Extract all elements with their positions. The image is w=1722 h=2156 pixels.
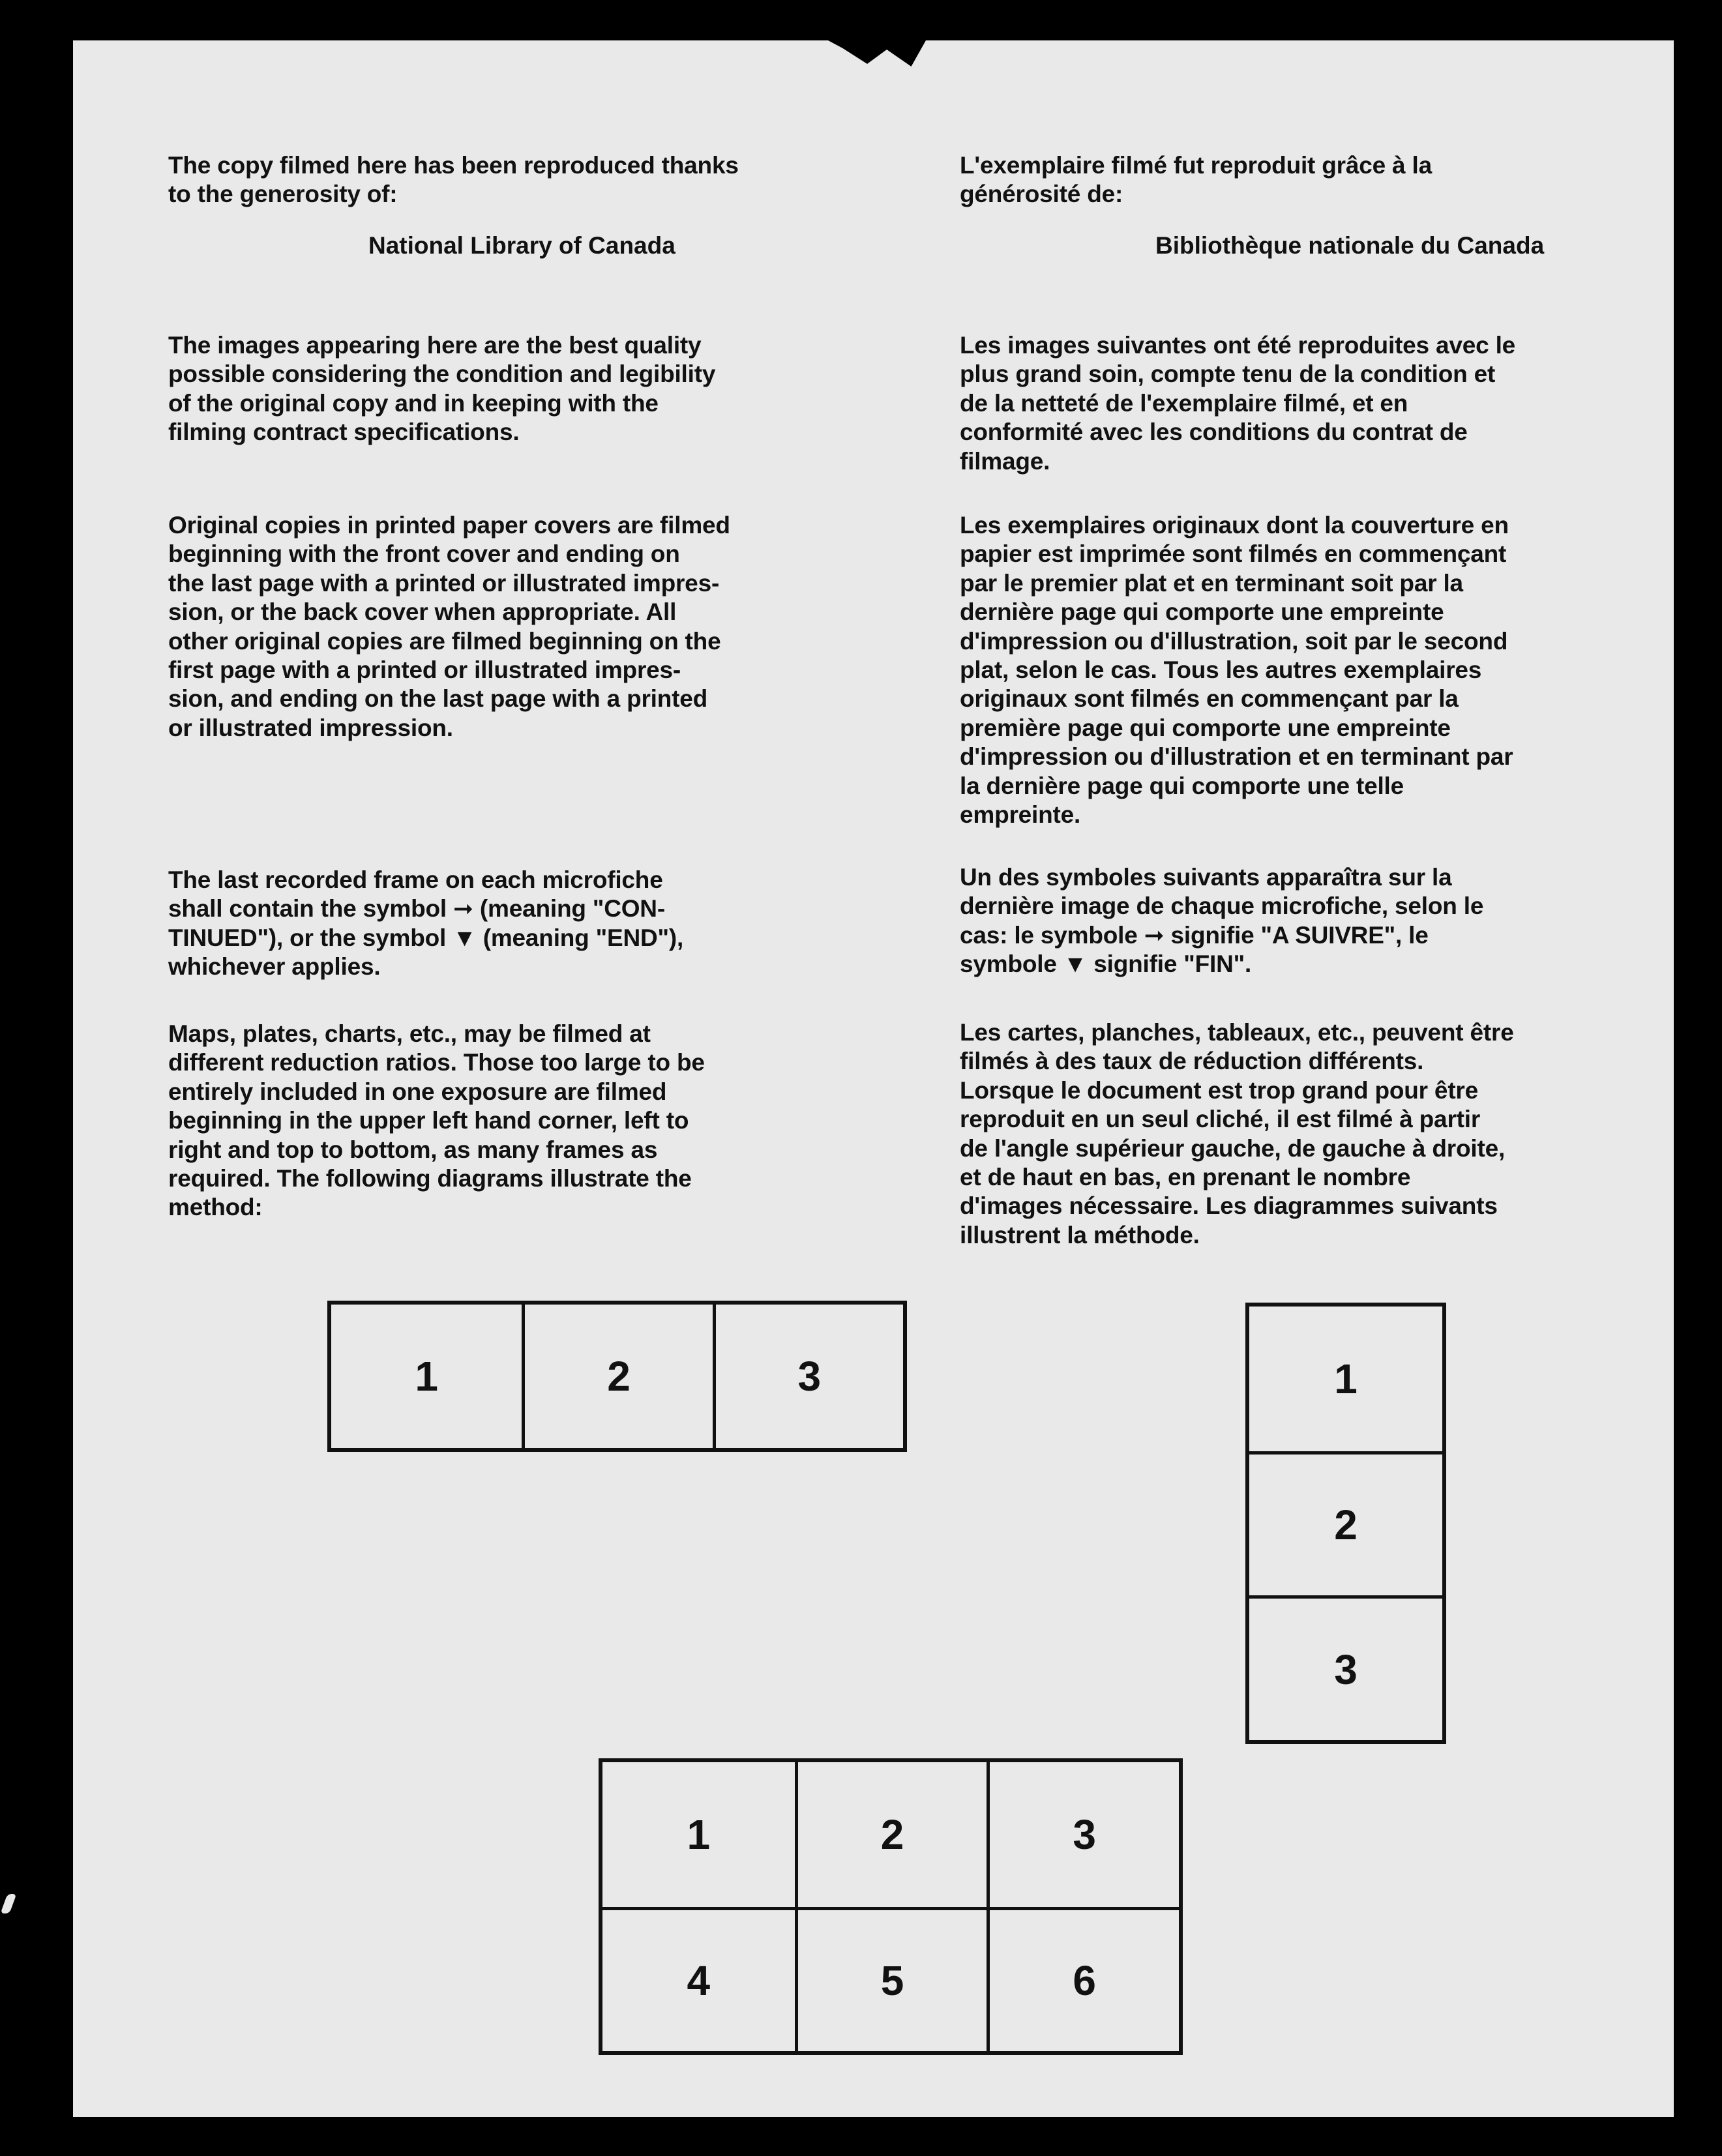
french-quality-note: Les images suivantes ont été reproduites avec le plus grand soin, compte tenu de la condition et de la netteté de l'exemplaire filmé, et en conformité avec les conditions du contrat de filmage. — [960, 332, 1516, 475]
frame-cell: 6 — [987, 1907, 1179, 2052]
french-institution: Bibliothèque nationale du Canada — [1155, 232, 1545, 259]
frame-cell: 2 — [1249, 1451, 1442, 1596]
french-acknowledgement: L'exemplaire filmé fut reproduit grâce à la générosité de: — [960, 152, 1432, 208]
vertical-frame-diagram — [1245, 1303, 1446, 1744]
french-maps-note: Les cartes, planches, tableaux, etc., peuvent être filmés à des taux de réduction différents. Lorsque le document est trop grand pour être reproduit en un seul cliché, il est filmé à partir de l'angle supérieur gauche, de gauche à droite, et de haut en bas, en prenant le nombre d'images nécessaire. Les diagrammes suivants illustrent la méthode. — [960, 1019, 1514, 1248]
english-acknowledgement: The copy filmed here has been reproduced thanks to the generosity of: — [168, 152, 739, 208]
frame-cell: 3 — [1249, 1595, 1442, 1740]
frame-cell: 1 — [1334, 1355, 1358, 1402]
edge-mark — [1, 1894, 17, 1913]
frame-cell: 3 — [713, 1305, 903, 1448]
frame-cell: 3 — [987, 1762, 1179, 1907]
english-filming-order: Original copies in printed paper covers are filmed beginning with the front cover and ending on the last page with a printed or illustrated impres- sion, or the back cover when appropriate. All other original copies are filmed beginning on the first page with a printed or illustrated impres- sion, and ending on the last page with a printed or illustrated impression. — [168, 512, 730, 741]
english-institution: National Library of Canada — [368, 232, 675, 259]
frame-cell: 1 — [415, 1353, 438, 1400]
horizontal-frame-diagram — [327, 1301, 907, 1452]
grid-frame-diagram — [599, 1758, 1183, 2055]
english-quality-note: The images appearing here are the best quality possible considering the condition and legibility of the original copy and in keeping with the filming contract specifications. — [168, 332, 716, 446]
english-maps-note: Maps, plates, charts, etc., may be filmed at different reduction ratios. Those too large to be entirely included in one exposure are filmed beginning in the upper left hand corner, left to right and top to bottom, as many frames as required. The following diagrams illustrate the method: — [168, 1020, 705, 1221]
frame-cell: 1 — [687, 1810, 711, 1858]
frame-cell: 5 — [795, 1907, 987, 2052]
frame-cell: 2 — [522, 1305, 712, 1448]
french-filming-order: Les exemplaires originaux dont la couverture en papier est imprimée sont filmés en commençant par le premier plat et en terminant soit par la dernière page qui comporte une empreinte d'impression ou d'illustration, soit par le second plat, selon le cas. Tous les autres exemplaires originaux sont filmés en commençant par la première page qui comporte une empreinte d'impression ou d'illustration et en terminant par la dernière page qui comporte une telle empreinte. — [960, 512, 1513, 829]
english-symbols-note: The last recorded frame on each microfiche shall contain the symbol ➞ (meaning "CON- TINUED"), or the symbol ▼ (meaning "END"), whichever applies. — [168, 866, 684, 981]
french-symbols-note: Un des symboles suivants apparaîtra sur la dernière image de chaque microfiche, selon le cas: le symbole ➞ signifie "A SUIVRE", le symbole ▼ signifie "FIN". — [960, 864, 1484, 978]
frame-cell: 4 — [602, 1907, 795, 2052]
frame-cell: 2 — [795, 1762, 987, 1907]
